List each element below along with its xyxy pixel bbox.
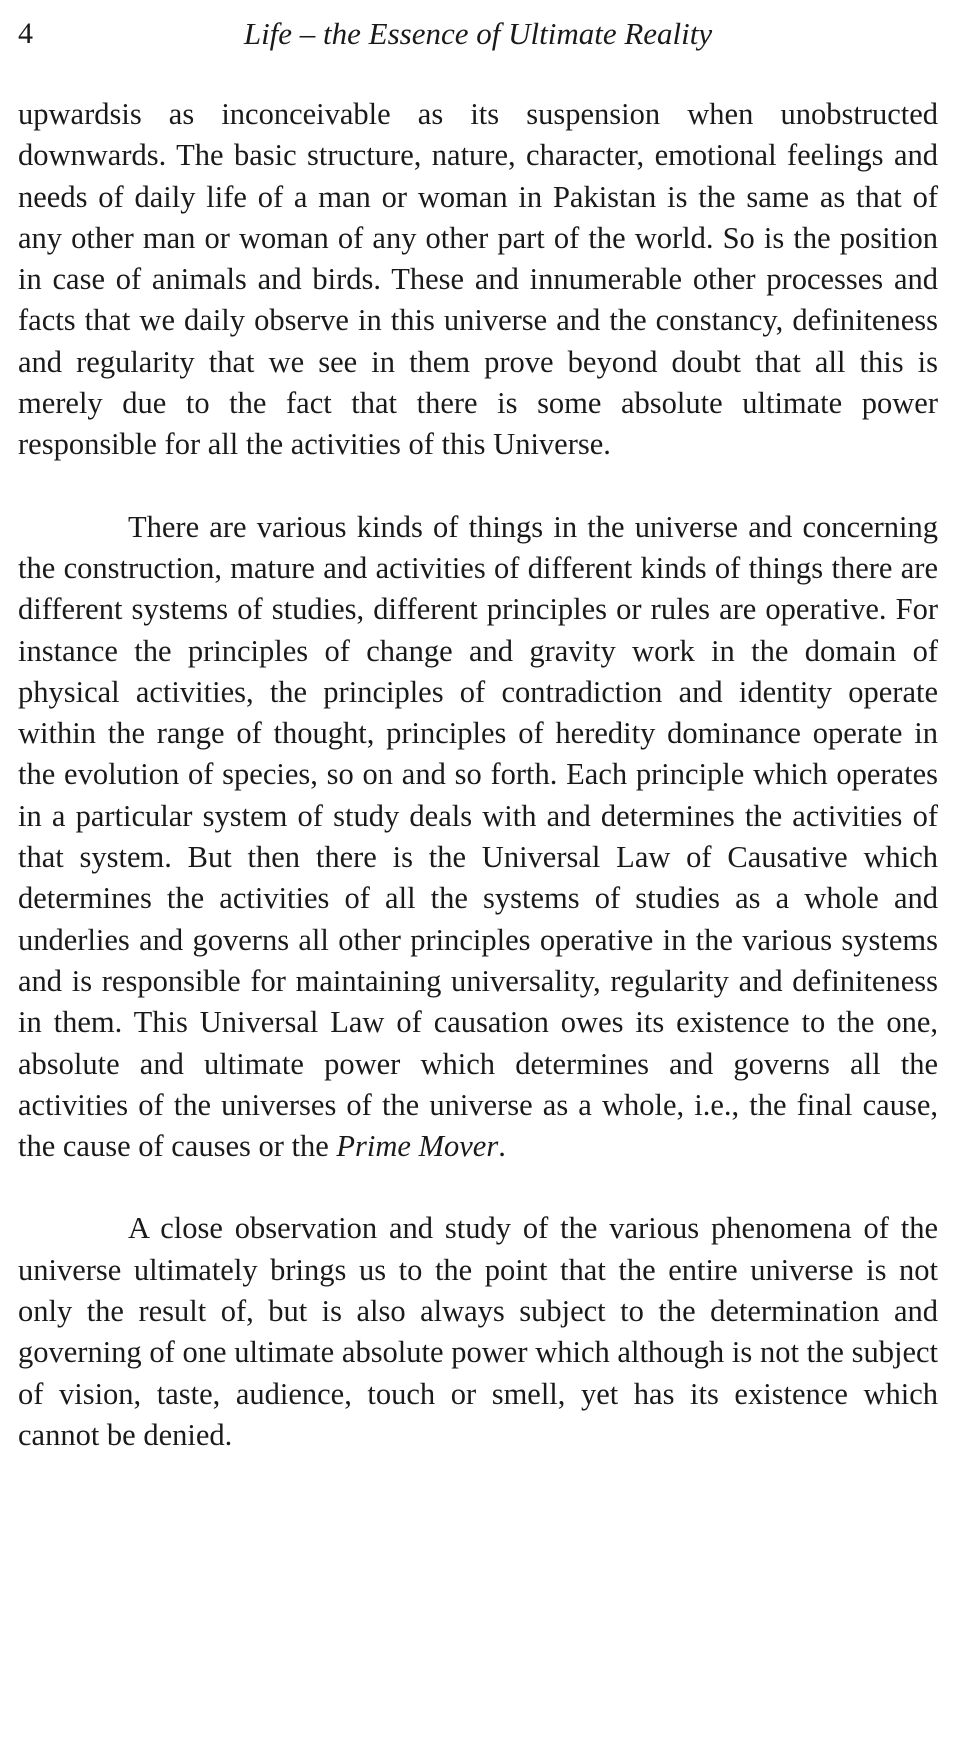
paragraph-1 xyxy=(18,94,938,466)
page-header xyxy=(18,14,938,54)
page-number: 4 xyxy=(18,17,33,50)
running-title: Life – the Essence of Ultimate Reality xyxy=(243,16,713,51)
paragraph-2 xyxy=(18,507,938,1168)
paragraph-2-text: There are various kinds of things in the universe and concerning the construction, mature and activities of different kinds of things there are different systems of studies, different principles or rules are operative. For instance the principles of change and gravity work in the domain of physical activities, the principles of contradiction and identity operate within the range of thought, principles of heredity dominance operate in the evolution of species, so on and so forth. Each principle which operates in a particular system of study deals with and determines the activities of that system. But then there is the Universal Law of Causative which determines the activities of all the systems of studies as a whole and underlies and governs all other principles operative in the various systems and is responsible for maintaining universality, regularity and definiteness in them. This Universal Law of causation owes its existence to the one, absolute and ultimate power which determines and governs all the activities of the universes of the universe as a whole, i.e., the final cause, the cause of causes or the xyxy=(18,509,938,1164)
paragraph-2-tail: . xyxy=(498,1129,506,1164)
paragraph-3-text: A close observation and study of the various phenomena of the universe ultimately brings us to the point that the entire universe is not only the result of, but is also always subject to the determination and governing of one ultimate absolute power which although is not the subject of vision, taste, audience, touch or smell, yet has its existence which cannot be denied. xyxy=(18,1211,938,1452)
paragraph-1-text: upwardsis as inconceivable as its suspension when unobstructed downwards. The basic structure, nature, character, emotional feelings and needs of daily life of a man or woman in Pakistan is the same as that of any other man or woman of any other part of the world. So is the position in case of animals and birds. These and innumerable other processes and facts that we daily observe in this universe and the constancy, definiteness and regularity that we see in them prove beyond doubt that all this is merely due to the fact that there is some absolute ultimate power responsible for all the activities of this Universe. xyxy=(18,97,938,462)
paragraph-3 xyxy=(18,1208,938,1456)
book-page xyxy=(18,14,938,1456)
body-text xyxy=(18,94,938,1456)
prime-mover-emphasis: Prime Mover xyxy=(336,1129,499,1164)
